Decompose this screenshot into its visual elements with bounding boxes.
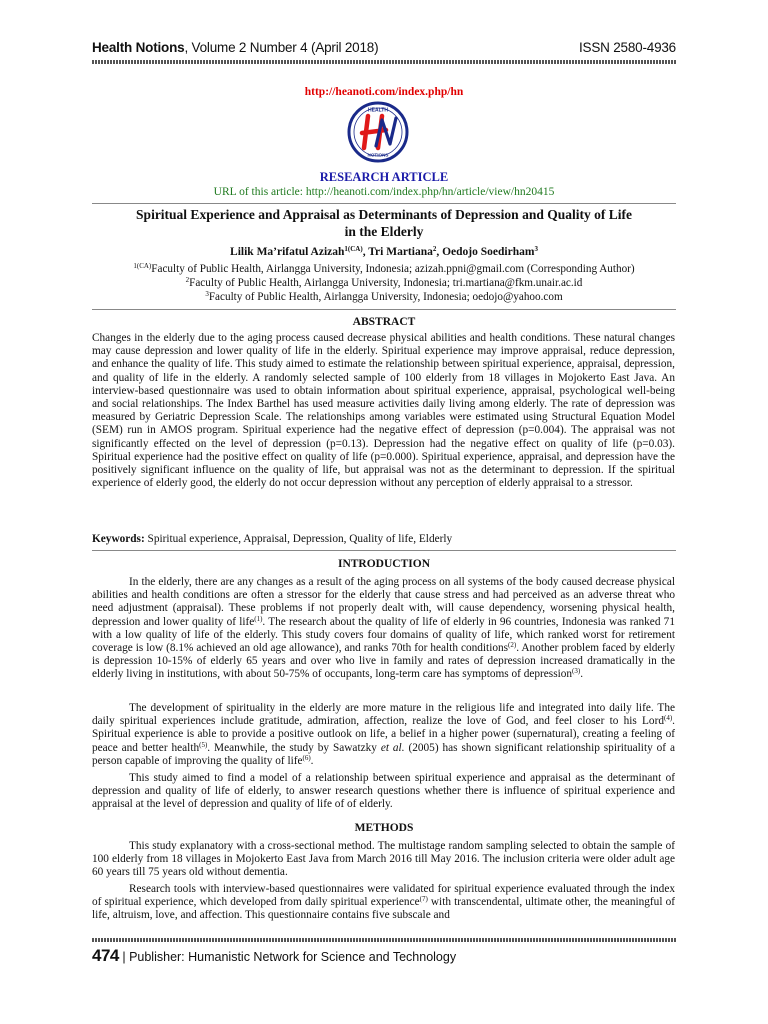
affiliation-3 <box>0 291 768 303</box>
intro-p2-text-3: . Meanwhile, the study by Sawatzky <box>207 741 381 754</box>
intro-p1-text-2: . The research about the quality of life of elderly in 96 countries, Indonesia was ranked 71 with a low quality of life of the elderly. This study covers four domains of quality of life, which ranked worst for retirement coverage is low (8.1% achieved an old age allowance), and ranks 70th for health conditions <box>92 615 675 655</box>
journal-name: Health Notions <box>92 40 185 55</box>
citation-3: (3) <box>572 667 581 676</box>
header-divider <box>92 60 676 64</box>
intro-p1-text-4: . <box>580 668 584 681</box>
affiliation-3-sup: 3 <box>205 290 209 298</box>
affiliation-2-sup: 2 <box>185 276 190 284</box>
introduction-paragraph-3: This study aimed to find a model of a relationship between spiritual experience and appraisal as the determinant of depression and quality of life of elderly, to answer research questions whether there is influence of spiritual experience and appraisal at the level of depression and quality of life of of elderly. <box>92 772 675 811</box>
citation-7: (7) <box>419 895 428 904</box>
keywords-label: Keywords: <box>92 533 145 545</box>
journal-url-link[interactable]: http://heanoti.com/index.php/hn <box>304 86 464 98</box>
intro-p2-text-1: The development of spirituality in the elderly are more mature in the religious life and integrated into daily life. The daily spiritual experiences include gratitude, admiration, affection, realize the love of God, and feel closer to his Lord <box>92 702 675 728</box>
publisher: | Publisher: Humanistic Network for Science and Technology <box>118 950 457 964</box>
methods-paragraph-2 <box>92 883 675 923</box>
page-footer <box>92 946 456 966</box>
methods-p2-text-2: with transcendental, ultimate other, the meaningful of life, altruism, love, and affection. This questionnaire contains five subscale and <box>92 896 675 922</box>
author-list <box>0 246 768 258</box>
logo-top-text: HEALTH <box>368 107 388 114</box>
title-divider-bottom <box>92 309 676 310</box>
citation-2: (2) <box>508 641 517 650</box>
logo-bottom-text: NOTIONS <box>367 152 389 158</box>
author-1: Lilik Ma’rifatul Azizah <box>230 246 345 258</box>
keywords-text: Spiritual experience, Appraisal, Depression, Quality of life, Elderly <box>144 533 453 545</box>
affiliation-2 <box>0 277 768 289</box>
title-line-1: Spiritual Experience and Appraisal as Determinants of Depression and Quality of Life <box>136 207 632 222</box>
citation-5: (5) <box>199 740 208 749</box>
author-2-sup: 2 <box>432 245 437 253</box>
keywords-divider <box>92 550 676 551</box>
affiliation-3-text: Faculty of Public Health, Airlangga University, Indonesia; oedojo@yahoo.com <box>208 291 563 303</box>
author-1-sup: 1(CA) <box>344 245 363 253</box>
journal-volume: , Volume 2 Number 4 (April 2018) <box>184 40 379 55</box>
running-header <box>92 40 676 58</box>
intro-p1-text-1: In the elderly, there are any changes as a result of the aging process on all systems of the body caused decrease physical abilities and health conditions are often a stressor for the elderly that cause stress and had perceived as an adverse threat who need adjustment (appraisal). These problems if not properly dealt with, will cause dependency, worsening physical health, depression and lower quality of life <box>92 576 675 628</box>
affiliation-2-text: Faculty of Public Health, Airlangga University, Indonesia; tri.martiana@fkm.unair.ac.id <box>189 277 583 289</box>
keywords <box>92 533 452 545</box>
abstract-heading: ABSTRACT <box>352 316 416 328</box>
introduction-heading: INTRODUCTION <box>337 558 430 570</box>
introduction-paragraph-2 <box>92 702 675 768</box>
title-divider-top <box>92 203 676 204</box>
intro-p1-text-3: . Another problem faced by elderly is depression 10-15% of elderly 65 years and over who live in family and rates of depression increased dramatically in the elderly living in institutions, with about 50-75% of occupants, long-term care has symptoms of depression <box>92 642 675 681</box>
article-type: RESEARCH ARTICLE <box>319 170 449 184</box>
introduction-paragraph-1 <box>92 576 675 682</box>
affiliation-1-sup: 1(CA) <box>133 262 152 270</box>
journal-citation <box>92 40 378 55</box>
citation-1: (1) <box>254 614 263 623</box>
methods-heading: METHODS <box>354 822 414 834</box>
page-number: 474 <box>92 946 119 965</box>
abstract-text: Changes in the elderly due to the aging process caused decrease physical abilities and health conditions. These natural changes may cause depression and lower quality of life in the elderly. Spiritual experience may improve appraisal, reduce depression, and enhance the quality of life. This study aimed to estimate the relationship between spiritual experience, appraisal, depression, and quality of life in the elderly. A randomly selected sample of 100 elderly from 18 villages in Mojokerto East Java. An interview-based questionnaire was used to obtain information about spiritual experience, appraisal, psychological well-being and social relationships. The Index Barthel has used measure activities daily living among elderly. The rate of depression was measured by Geriatric Depression Scale. The relationships among variables were estimated using Structural Equation Model (SEM) run in AMOS program. Spiritual experience had the negative effect of depression (p=0.004). The appraisal was not significantly effected on the level of depression (p=0.13). Depression had the negative effect on quality of life (p=0.03). Spiritual experience had the positive effect on quality of life (p=0.000). Spiritual experience, appraisal, and depression have the positively significant influence on the quality of life, but appraisal was not as the determinant to depression. If the spiritual experience of elderly good, the elderly do not occur depression without any perception of elderly appraisal to a stressor. <box>92 332 675 490</box>
article-url-link[interactable]: URL of this article: http://heanoti.com/index.php/hn/article/view/hn20415 <box>213 186 555 198</box>
title-line-2: in the Elderly <box>344 224 424 239</box>
article-title <box>92 206 676 240</box>
issn: ISSN 2580-4936 <box>578 40 676 55</box>
author-3-sup: 3 <box>534 245 538 253</box>
author-3: , Oedojo Soedirham <box>436 246 535 258</box>
methods-p2-text-1: Research tools with interview-based questionnaires were validated for spiritual experience evaluated through the index of spiritual experience, which developed from daily spiritual experience <box>92 883 675 909</box>
footer-divider <box>92 938 676 942</box>
health-notions-logo <box>346 100 410 164</box>
intro-p2-text-5: . <box>310 754 314 767</box>
et-al: et al. <box>380 741 405 754</box>
intro-p2-text-2: . Spiritual experience is able to provide a positive outlook on life, a belief in a higher power (supernatural), creating a feeling of peace and better health <box>92 715 675 754</box>
affiliation-1-text: Faculty of Public Health, Airlangga University, Indonesia; azizah.ppni@gmail.com (Corresponding Author) <box>151 263 635 275</box>
affiliation-1 <box>0 263 768 275</box>
citation-6: (6) <box>302 753 311 762</box>
intro-p2-text-4: (2005) has shown significant relationship spirituality of a person capable of improving the quality of life <box>92 741 676 767</box>
citation-4: (4) <box>664 714 673 723</box>
methods-paragraph-1: This study explanatory with a cross-sectional method. The multistage random sampling selected to obtain the sample of 100 elderly from 18 villages in Mojokerto East Java from March 2016 till May 2016. The inclusion criteria were older adult age 60 years till 75 years old without dementia. <box>92 840 675 879</box>
author-2: , Tri Martiana <box>362 246 433 258</box>
